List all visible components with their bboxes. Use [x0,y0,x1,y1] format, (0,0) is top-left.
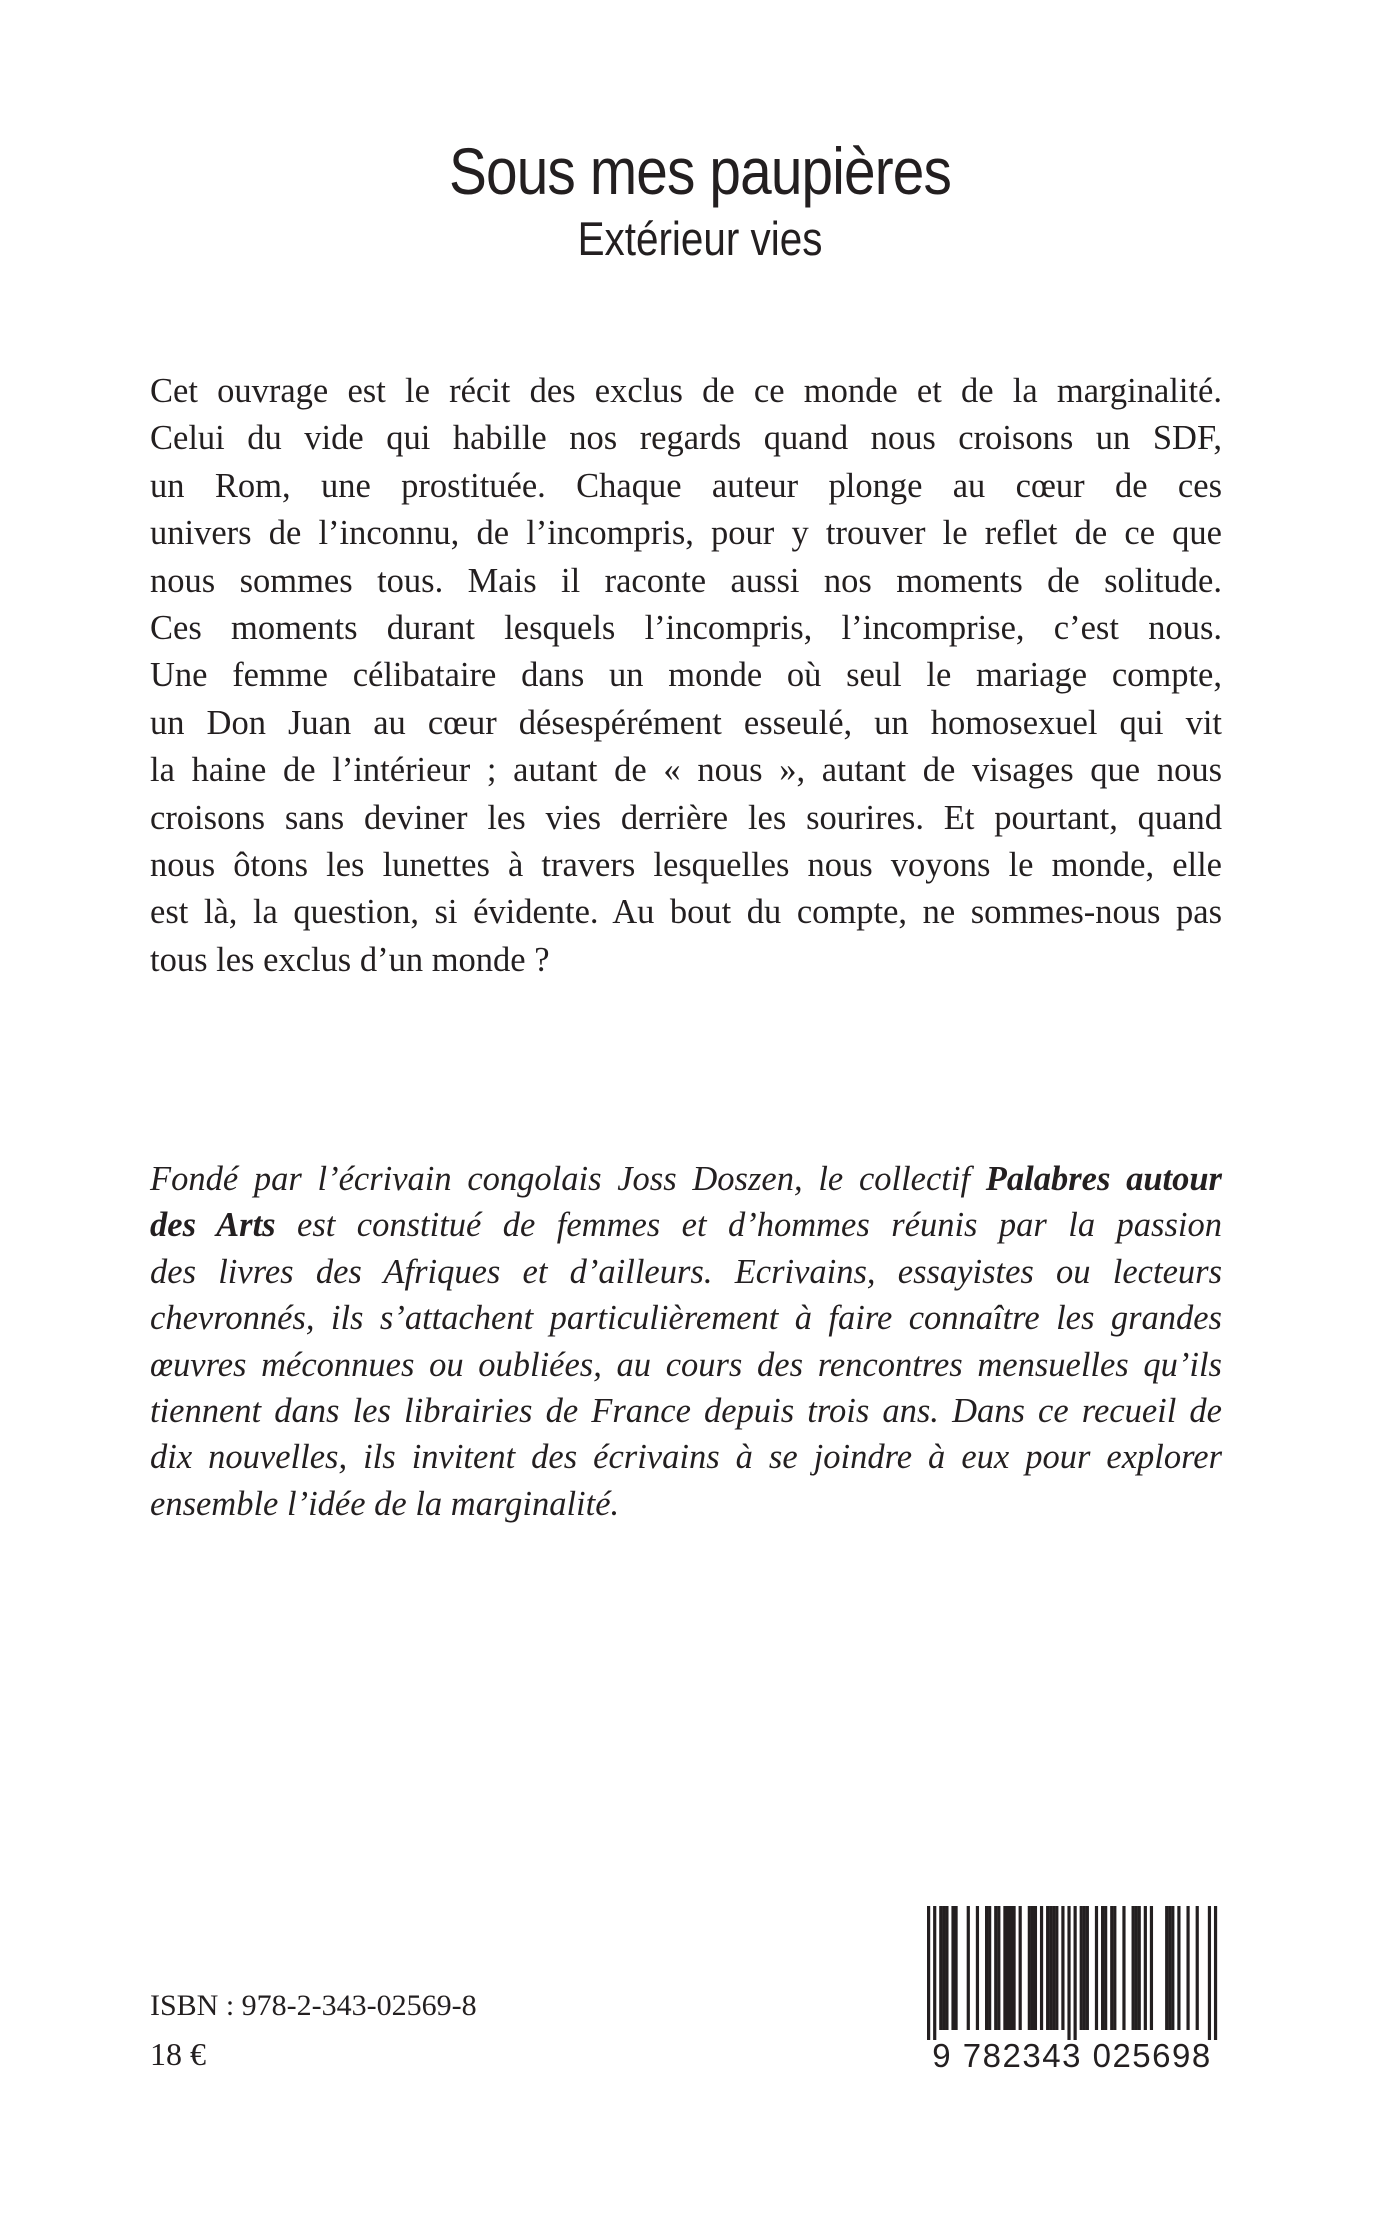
about-text: Fondé par l’écrivain congolais Joss Doszen, le collectif [150,1160,986,1198]
summary-line: Une femme célibataire dans un monde où seul le mariage compte, [150,656,1222,695]
summary-line: un Don Juan au cœur désespérément esseulé, un homosexuel qui vit [150,703,1222,742]
barcode-bar [988,1906,991,2030]
summary-line: Ces moments durant lesquels l’incompris, l’incomprise, c’est nous. [150,609,1222,648]
barcode-bar [1165,1906,1168,2030]
barcode-bar [945,1906,948,2030]
barcode-bar [1012,1906,1015,2030]
barcode-bar [1186,1906,1189,2030]
barcode-bar [1061,1906,1064,2030]
about-line [150,1202,1222,1248]
barcode-bar [1049,1906,1052,2030]
barcode-bar [1006,1906,1009,2030]
barcode-bar [933,1906,936,2040]
barcode-bar [1095,1906,1098,2030]
barcode-bar [1214,1906,1217,2040]
barcode-bar [1003,1906,1006,2030]
barcode-bar [1086,1906,1089,2030]
about-text: est constitué de femmes et d’hommes réunis par la passion [275,1206,1222,1245]
summary-line: nous ôtons les lunettes à travers lesquelles nous voyons le monde, elle [150,846,1222,885]
barcode-bar [954,1906,957,2030]
barcode-bar [1132,1906,1135,2030]
barcode-bar [1110,1906,1113,2030]
barcode-bar [1171,1906,1174,2030]
summary-line: nous sommes tous. Mais il raconte aussi nos moments de solitude. [150,561,1222,600]
about-line: chevronnés, ils s’attachent particulièrement à faire connaître les grandes [150,1299,1222,1338]
barcode-bar [1150,1906,1153,2030]
barcode-bar [1104,1906,1107,2030]
barcode-bar [1138,1906,1141,2030]
barcode-bar [1046,1906,1049,2030]
summary-paragraph [150,368,1222,984]
summary-line: tous les exclus d’un monde ? [150,940,550,979]
collective-name: Palabres autour [985,1160,1222,1198]
book-subtitle: Extérieur vies [577,212,823,265]
barcode-bar [1113,1906,1116,2030]
barcode-bar [939,1906,942,2030]
barcode-bar [985,1906,988,2030]
summary-line: croisons sans deviner les vies derrière les sourires. Et pourtant, quand [150,798,1222,837]
isbn: ISBN : 978-2-343-02569-8 [150,1989,477,2022]
about-line: ensemble l’idée de la marginalité. [150,1484,620,1523]
barcode-bar [1031,1906,1034,2030]
about-line: des livres des Afriques et d’ailleurs. Ecrivains, essayistes ou lecteurs [150,1252,1222,1291]
barcode-bar [1009,1906,1012,2030]
barcode-digits: 9 782343 025698 [932,2037,1212,2074]
summary-line: Cet ouvrage est le récit des exclus de ce monde et de la marginalité. [150,372,1222,410]
barcode-bar [1074,1906,1077,2040]
barcode-bar [1122,1906,1125,2030]
summary-line: est là, la question, si évidente. Au bout du compte, ne sommes-nous pas [150,893,1222,932]
title-block [0,132,1400,268]
barcode-bar [1135,1906,1138,2030]
barcode-bar [1101,1906,1104,2030]
barcode-bar [1168,1906,1171,2030]
barcode-bar [1034,1906,1037,2030]
about-line [150,1156,1222,1202]
book-title: Sous mes paupières [449,134,951,208]
barcode-bar [1080,1906,1083,2030]
about-line: œuvres méconnues ou oubliées, au cours des rencontres mensuelles qu’ils [150,1345,1222,1384]
barcode-bar [927,1906,930,2040]
barcode-bar [1083,1906,1086,2030]
barcode-bar [967,1906,970,2030]
summary-line: univers de l’inconnu, de l’incompris, pour y trouver le reflet de ce que [150,514,1222,553]
summary-line: Celui du vide qui habille nos regards quand nous croisons un SDF, [150,419,1222,458]
barcode-bar [997,1906,1000,2030]
collective-name-end: des Arts [150,1206,276,1245]
barcode-bar [1055,1906,1058,2030]
about-collective-paragraph [150,1156,1222,1527]
barcode-bar [951,1906,954,2030]
about-line: tiennent dans les librairies de France depuis trois ans. Dans ce recueil de [150,1392,1222,1431]
barcode-bar [1067,1906,1070,2040]
barcode-bar [942,1906,945,2030]
barcode-bar [994,1906,997,2030]
summary-line: la haine de l’intérieur ; autant de « nous », autant de visages que nous [150,751,1222,790]
barcode-bar [1144,1906,1147,2030]
barcode-bars [922,1906,1222,2040]
barcode-bar [1040,1906,1043,2030]
barcode-bar [1208,1906,1211,2040]
summary-line: un Rom, une prostituée. Chaque auteur plonge au cœur de ces [150,466,1222,505]
barcode-bar [1196,1906,1199,2030]
barcode-bar [1028,1906,1031,2030]
barcode-bar [976,1906,979,2030]
barcode-bar [1019,1906,1022,2030]
barcode-bar [1177,1906,1180,2030]
about-line: dix nouvelles, ils invitent des écrivains à se joindre à eux pour explorer [150,1438,1222,1477]
price: 18 € [150,2036,206,2072]
barcode-bar [1052,1906,1055,2030]
